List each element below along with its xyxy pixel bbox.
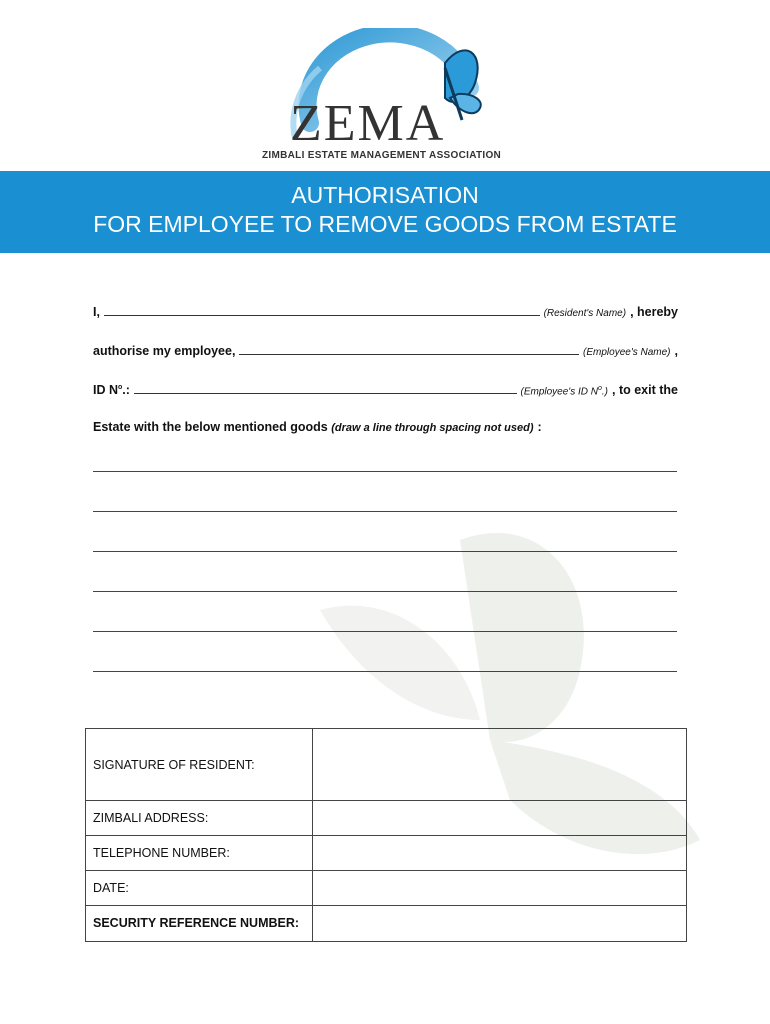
employee-suffix: , xyxy=(674,344,678,358)
table-row xyxy=(86,871,687,906)
security-reference-label: SECURITY REFERENCE NUMBER: xyxy=(86,906,313,942)
goods-field-3[interactable] xyxy=(93,551,677,552)
id-number-field[interactable] xyxy=(134,383,517,394)
goods-colon: : xyxy=(537,420,542,434)
goods-note: (draw a line through spacing not used) xyxy=(331,422,534,434)
id-prefix: ID $N^o$.: xyxy=(93,383,130,397)
table-row xyxy=(86,729,687,801)
title-line-1: AUTHORISATION xyxy=(291,182,479,208)
security-reference-field[interactable] xyxy=(313,906,687,942)
goods-intro-line xyxy=(93,420,678,434)
id-suffix: , to exit the xyxy=(612,383,678,397)
resident-prefix: I, xyxy=(93,305,100,319)
logo-subtitle: ZIMBALI ESTATE MANAGEMENT ASSOCIATION xyxy=(262,150,502,161)
goods-field-4[interactable] xyxy=(93,591,677,592)
goods-field-5[interactable] xyxy=(93,631,677,632)
goods-intro: Estate with the below mentioned goods xyxy=(93,420,328,434)
employee-name-hint: (Employee's Name) xyxy=(583,347,671,358)
signature-field[interactable] xyxy=(313,729,687,801)
table-row xyxy=(86,836,687,871)
resident-name-field[interactable] xyxy=(104,305,540,316)
goods-field-2[interactable] xyxy=(93,511,677,512)
resident-details-table xyxy=(85,728,687,942)
telephone-field[interactable] xyxy=(313,836,687,871)
employee-name-line xyxy=(93,344,678,358)
telephone-label: TELEPHONE NUMBER: xyxy=(86,836,313,871)
title-banner xyxy=(0,171,770,253)
table-row xyxy=(86,801,687,836)
table-row xyxy=(86,906,687,942)
zema-logo xyxy=(240,28,530,168)
address-label: ZIMBALI ADDRESS: xyxy=(86,801,313,836)
employee-prefix: authorise my employee, xyxy=(93,344,236,358)
employee-name-field[interactable] xyxy=(239,344,579,355)
goods-field-6[interactable] xyxy=(93,671,677,672)
resident-name-hint: (Resident's Name) xyxy=(543,308,627,319)
resident-name-line xyxy=(93,305,678,319)
id-number-hint: (Employee's ID $N^o$.) xyxy=(520,384,609,397)
goods-field-1[interactable] xyxy=(93,471,677,472)
logo-name: ZEMA xyxy=(290,95,446,152)
id-number-line xyxy=(93,383,678,397)
date-label: DATE: xyxy=(86,871,313,906)
address-field[interactable] xyxy=(313,801,687,836)
signature-label: SIGNATURE OF RESIDENT: xyxy=(86,729,313,801)
title-line-2: FOR EMPLOYEE TO REMOVE GOODS FROM ESTATE xyxy=(93,211,677,237)
resident-suffix: , hereby xyxy=(630,305,678,319)
date-field[interactable] xyxy=(313,871,687,906)
